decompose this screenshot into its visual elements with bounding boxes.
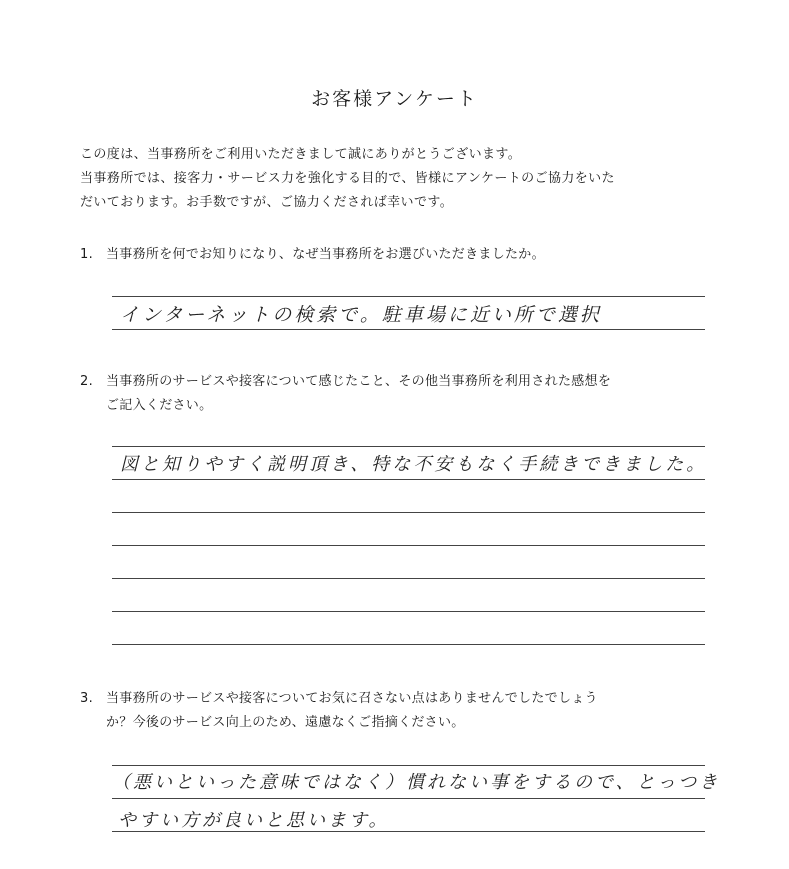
handwritten-answer-3: （悪いといった意味ではなく）慣れない事をするので、とっつき [112, 772, 721, 793]
question-number: 3. [80, 691, 94, 706]
answer-line [112, 545, 705, 546]
answer-line [112, 479, 705, 480]
handwritten-answer-3: やすい方が良いと思います。 [118, 810, 390, 831]
intro-text [80, 143, 730, 215]
answer-line [112, 512, 705, 513]
answer-line [112, 446, 705, 447]
question-text: 当事務所のサービスや接客についてお気に召さない点はありませんでしたでしょう [106, 691, 598, 706]
intro-line: 当事務所では、接客力・サービス力を強化する目的で、皆様にアンケートのご協力をいた [80, 171, 615, 186]
question-text: 当事務所を何でお知りになり、なぜ当事務所をお選びいただきましたか。 [106, 247, 545, 262]
answer-line [112, 296, 705, 297]
question-1 [80, 243, 740, 267]
answer-line [112, 578, 705, 579]
survey-title: お客様アンケート [311, 88, 478, 110]
intro-line: この度は、当事務所をご利用いただきまして誠にありがとうございます。 [80, 147, 522, 162]
intro-line: だいております。お手数ですが、ご協力くだされば幸いです。 [80, 195, 454, 210]
question-text: か？今後のサービス向上のため、遠慮なくご指摘ください。 [106, 715, 465, 730]
handwritten-answer-2: 図と知りやすく説明頂き、特な不安もなく手続きできました。 [120, 454, 708, 475]
question-3 [80, 687, 740, 735]
question-2 [80, 370, 740, 418]
answer-line [112, 765, 705, 766]
answer-line [112, 611, 705, 612]
answer-line [112, 798, 705, 799]
question-text: 当事務所のサービスや接客について感じたこと、その他当事務所を利用された感想を [106, 374, 612, 389]
question-text: ご記入ください。 [106, 398, 213, 413]
answer-line [112, 644, 705, 645]
question-number: 2. [80, 374, 94, 389]
answer-line [112, 329, 705, 330]
handwritten-answer-1: インターネットの検索で。駐車場に近い所で選択 [120, 304, 602, 326]
question-number: 1. [80, 247, 94, 262]
